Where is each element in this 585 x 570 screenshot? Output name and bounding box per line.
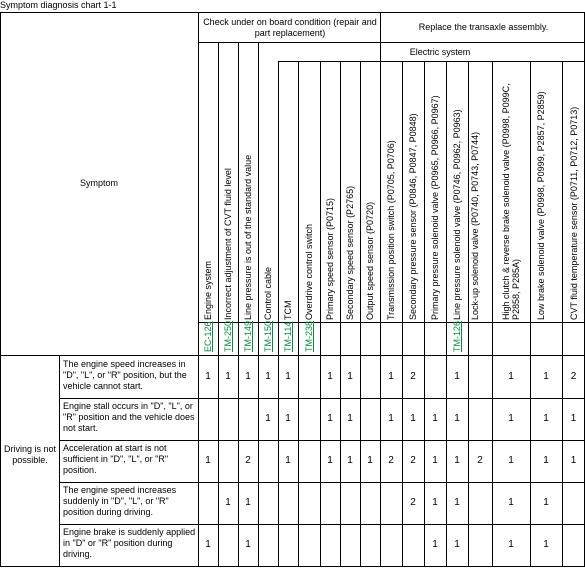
- priority-value: 2: [388, 455, 394, 466]
- reference-link-text[interactable]: TM-114: [283, 321, 293, 352]
- table-top-border: [0, 12, 585, 13]
- priority-value: 1: [285, 455, 291, 466]
- priority-value: 1: [327, 371, 333, 382]
- replace-group-header: Replace the transaxle assembly.: [418, 22, 549, 32]
- priority-value: 1: [367, 455, 373, 466]
- column-header-text: Primary speed sensor (P0715): [325, 197, 335, 320]
- priority-value: 1: [327, 455, 333, 466]
- column-divider: [468, 62, 469, 567]
- priority-value: 1: [543, 413, 549, 424]
- priority-value: 1: [432, 497, 438, 508]
- check-group-header: Check under on board condition (repair and part replacement): [203, 17, 377, 38]
- priority-value: 1: [225, 371, 231, 382]
- priority-value: 2: [570, 371, 577, 382]
- symptom-header: Symptom: [79, 178, 118, 188]
- symptom-text: The engine speed increases suddenly in "D", "L", or "R" position during driving.: [63, 485, 177, 517]
- priority-value: 1: [508, 539, 514, 550]
- header-bottom-border: [0, 355, 585, 356]
- reference-link-text[interactable]: TM-150: [263, 320, 273, 352]
- column-divider: [492, 62, 493, 567]
- priority-value: 1: [508, 497, 514, 508]
- reference-link-text[interactable]: TM-250: [223, 320, 233, 352]
- priority-value: 1: [245, 371, 251, 382]
- column-divider: [402, 62, 403, 567]
- reference-link-text[interactable]: TM-238: [304, 320, 314, 352]
- group-header-divider: [198, 42, 585, 43]
- column-header-text: Transmission position switch (P0705, P0706): [386, 140, 396, 320]
- symptom-column-divider: [198, 12, 199, 567]
- column-divider: [562, 62, 563, 567]
- column-divider: [278, 62, 279, 567]
- column-divider: [238, 42, 239, 567]
- priority-value: 2: [410, 371, 416, 382]
- driving-group-divider: [59, 356, 60, 567]
- column-divider: [360, 62, 361, 567]
- column-divider: [320, 62, 321, 567]
- column-header-text: Output speed sensor (P0720): [365, 201, 375, 320]
- column-divider: [530, 62, 531, 567]
- priority-value: 1: [508, 413, 514, 424]
- ref-row-divider: [198, 322, 585, 323]
- priority-value: 1: [508, 371, 514, 382]
- priority-value: 1: [285, 413, 291, 424]
- priority-value: 1: [347, 455, 353, 466]
- priority-value: 1: [327, 413, 333, 424]
- priority-value: 1: [570, 455, 577, 466]
- priority-value: 1: [508, 455, 514, 466]
- column-header-text: Line pressure is out of the standard value: [243, 154, 253, 320]
- priority-value: 1: [265, 371, 271, 382]
- priority-value: 1: [432, 455, 438, 466]
- table-bottom-border: [0, 566, 585, 567]
- priority-value: 1: [432, 539, 438, 550]
- column-header-text: Incorrect adjustment of CVT fluid level: [223, 168, 233, 320]
- priority-value: 1: [388, 413, 394, 424]
- priority-value: 2: [477, 455, 483, 466]
- column-divider: [424, 62, 425, 567]
- symptom-text: Engine stall occurs in "D", "L", or "R" position and the vehicle does not start.: [63, 401, 195, 433]
- chart-title: Symptom diagnosis chart 1-1: [0, 0, 117, 10]
- column-divider: [258, 42, 259, 567]
- column-divider: [340, 62, 341, 567]
- column-divider: [218, 42, 219, 567]
- column-divider: [380, 62, 381, 567]
- column-header-text: Line pressure solenoid valve (P0746, P0962, P0963): [452, 109, 462, 320]
- priority-value: 1: [205, 371, 211, 382]
- priority-value: 1: [543, 455, 549, 466]
- priority-value: 1: [570, 413, 577, 424]
- electric-group-header: Electric system: [409, 47, 471, 57]
- column-header-text: Secondary pressure sensor (P0846, P0847, P0848): [408, 113, 418, 320]
- column-header-text: Low brake solenoid valve (P0998, P0999, P2857, P2859): [536, 91, 546, 320]
- priority-value: 1: [454, 497, 460, 508]
- row-divider: [59, 440, 585, 441]
- priority-value: 1: [454, 371, 460, 382]
- priority-value: 1: [225, 497, 231, 508]
- priority-value: 1: [205, 455, 211, 466]
- column-header-text: TCM: [283, 300, 293, 320]
- table-left-border: [0, 12, 1, 567]
- reference-link-text[interactable]: TM-149: [243, 320, 253, 352]
- priority-value: 1: [543, 371, 549, 382]
- column-header-text: Secondary speed sensor (P2765): [345, 185, 355, 320]
- priority-value: 2: [410, 455, 416, 466]
- column-header-text: CVT fluid temperature sensor (P0711, P0712, P0713): [569, 106, 579, 320]
- row-divider: [59, 482, 585, 483]
- priority-value: 2: [410, 497, 416, 508]
- priority-value: 2: [245, 455, 251, 466]
- electric-header-divider: [278, 61, 585, 62]
- symptom-text: Engine brake is suddenly applied in "D" or "R" position during driving.: [63, 527, 196, 559]
- priority-value: 1: [205, 539, 211, 550]
- priority-value: 1: [410, 413, 416, 424]
- priority-value: 1: [454, 539, 460, 550]
- column-header-text: Primary pressure solenoid valve (P0965, P0966, P0967): [430, 95, 440, 320]
- column-header-text: Engine system: [203, 260, 213, 320]
- reference-link-text[interactable]: TM-126: [452, 320, 462, 352]
- priority-value: 1: [265, 413, 271, 424]
- priority-value: 1: [388, 371, 394, 382]
- symptom-text: The engine speed increases in "D", "L", or "R" position, but the vehicle cannot start.: [63, 359, 187, 391]
- row-divider: [59, 398, 585, 399]
- priority-value: 1: [347, 413, 353, 424]
- reference-link-text[interactable]: EC-126: [203, 321, 213, 352]
- priority-value: 1: [454, 413, 460, 424]
- priority-value: 1: [432, 413, 438, 424]
- priority-value: 1: [245, 539, 251, 550]
- column-header-text: Lock-up solenoid valve (P0740, P0743, P0744): [470, 131, 480, 320]
- column-header-text: Control cable: [263, 266, 273, 320]
- column-divider: [446, 62, 447, 567]
- priority-value: 1: [347, 371, 353, 382]
- driving-group-label: Driving is not possible.: [3, 444, 57, 465]
- priority-value: 1: [245, 497, 251, 508]
- column-divider: [298, 62, 299, 567]
- priority-value: 1: [543, 497, 549, 508]
- priority-value: 1: [454, 455, 460, 466]
- symptom-text: Acceleration at start is not sufficient in "D", "L", or "R" position.: [63, 443, 169, 475]
- column-header-text: High clutch & reverse brake solenoid valve (P0998, P099C, P2858, P285A): [501, 83, 521, 320]
- priority-value: 1: [285, 371, 291, 382]
- row-divider: [59, 524, 585, 525]
- column-header-text: Overdrive control switch: [304, 223, 314, 320]
- priority-value: 1: [543, 539, 549, 550]
